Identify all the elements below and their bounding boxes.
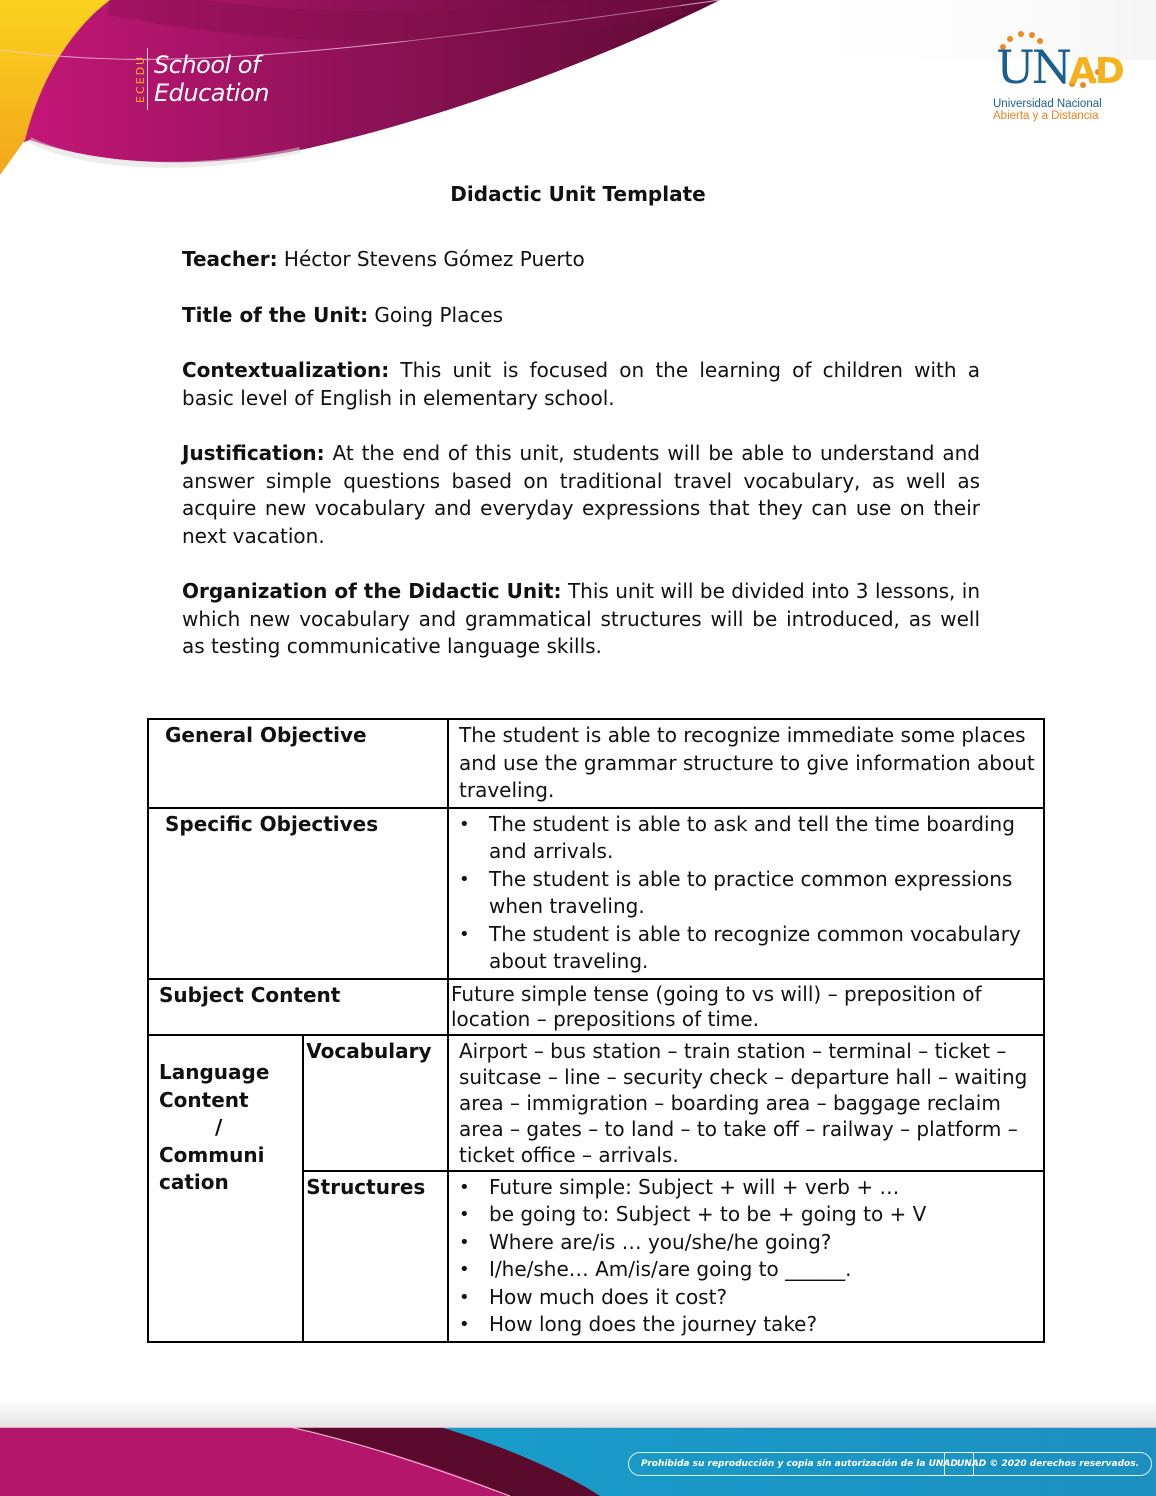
language-content-label: Language Content / Communi cation xyxy=(148,1035,303,1342)
unit-title-value: Going Places xyxy=(368,303,504,327)
contextualization-text: This unit is focused on the learning of children with a basic level of English in elementary school. xyxy=(182,358,980,410)
subject-content-label: Subject Content xyxy=(148,979,448,1035)
vocabulary-label: Vocabulary xyxy=(303,1035,448,1171)
document-title: Didactic Unit Template xyxy=(450,182,706,206)
list-item: • How much does it cost? xyxy=(459,1284,1037,1312)
structures-label: Structures xyxy=(303,1171,448,1342)
list-item: • The student is able to practice common expressions when traveling. xyxy=(459,866,1037,921)
list-item: • I/he/she… Am/is/are going to ______. xyxy=(459,1256,1037,1284)
general-objective-value: The student is able to recognize immediate some places and use the grammar structure to give information about traveling. xyxy=(448,719,1044,808)
teacher-field xyxy=(182,246,980,274)
organization-text: This unit will be divided into 3 lessons, in which new vocabulary and grammatical structures will be introduced, as well as testing communicative language skills. xyxy=(182,579,980,658)
footer-copyright: UNAD © 2020 derechos reservados. xyxy=(944,1452,1152,1476)
table-row-general-objective xyxy=(148,719,1044,808)
page-footer xyxy=(0,1400,1156,1496)
list-item: • The student is able to ask and tell the time boarding and arrivals. xyxy=(459,811,1037,866)
general-objective-label: General Objective xyxy=(148,719,448,808)
organization-label: Organization of the Didactic Unit: xyxy=(182,579,562,603)
table-row-specific-objectives xyxy=(148,808,1044,979)
unad-name-line1: Universidad Nacional xyxy=(993,98,1102,110)
footer-swoosh-graphic xyxy=(0,1400,1156,1496)
subject-content-value: Future simple tense (going to vs will) – preposition of location – prepositions of time. xyxy=(448,979,1044,1035)
list-item: • Future simple: Subject + will + verb + … xyxy=(459,1174,1037,1202)
list-item: • How long does the journey take? xyxy=(459,1311,1037,1339)
page-header xyxy=(0,0,1156,190)
teacher-value: Héctor Stevens Gómez Puerto xyxy=(277,247,585,271)
school-of-education-logo xyxy=(130,48,269,110)
unad-logo xyxy=(988,30,1123,125)
didactic-unit-table xyxy=(147,718,1045,1343)
contextualization-label: Contextualization: xyxy=(182,358,390,382)
brand-name-line2: Education xyxy=(154,79,269,107)
table-row-vocabulary xyxy=(148,1035,1044,1171)
unad-name-line2: Abierta y a Distancia xyxy=(993,110,1099,122)
list-item: • Where are/is … you/she/he going? xyxy=(459,1229,1037,1257)
vocabulary-value: Airport – bus station – train station – terminal – ticket – suitcase – line – security check – departure hall – waiting area – immigration – boarding area – baggage reclaim area – gates – to land – to take off – railway – platform – ticket office – arrivals. xyxy=(448,1035,1044,1171)
brand-name xyxy=(154,51,269,107)
list-item: • The student is able to recognize common vocabulary about traveling. xyxy=(459,921,1037,976)
unad-wordmark: UNAD xyxy=(996,40,1123,94)
unit-title-label: Title of the Unit: xyxy=(182,303,369,327)
justification-label: Justification: xyxy=(182,441,325,465)
unit-title-field xyxy=(182,302,980,330)
footer-copy-notice: Prohibida su reproducción y copia sin autorización de la UNAD. xyxy=(628,1452,974,1476)
justification-text: At the end of this unit, students will be able to understand and answer simple questions based on traditional travel vocabulary, as well as acquire new vocabulary and everyday expressions that they can use on their next vacation. xyxy=(182,441,980,548)
list-item: • be going to: Subject + to be + going to + V xyxy=(459,1201,1037,1229)
brand-name-line1: School of xyxy=(154,51,260,79)
specific-objectives-list xyxy=(459,811,1037,976)
specific-objectives-value xyxy=(448,808,1044,979)
teacher-label: Teacher: xyxy=(182,247,278,271)
contextualization-paragraph xyxy=(182,357,980,412)
structures-value xyxy=(448,1171,1044,1342)
organization-paragraph xyxy=(182,578,980,661)
structures-list xyxy=(459,1174,1037,1339)
table-row-subject-content xyxy=(148,979,1044,1035)
specific-objectives-label: Specific Objectives xyxy=(148,808,448,979)
justification-paragraph xyxy=(182,440,980,550)
brand-acronym: ECEDU xyxy=(130,48,148,110)
